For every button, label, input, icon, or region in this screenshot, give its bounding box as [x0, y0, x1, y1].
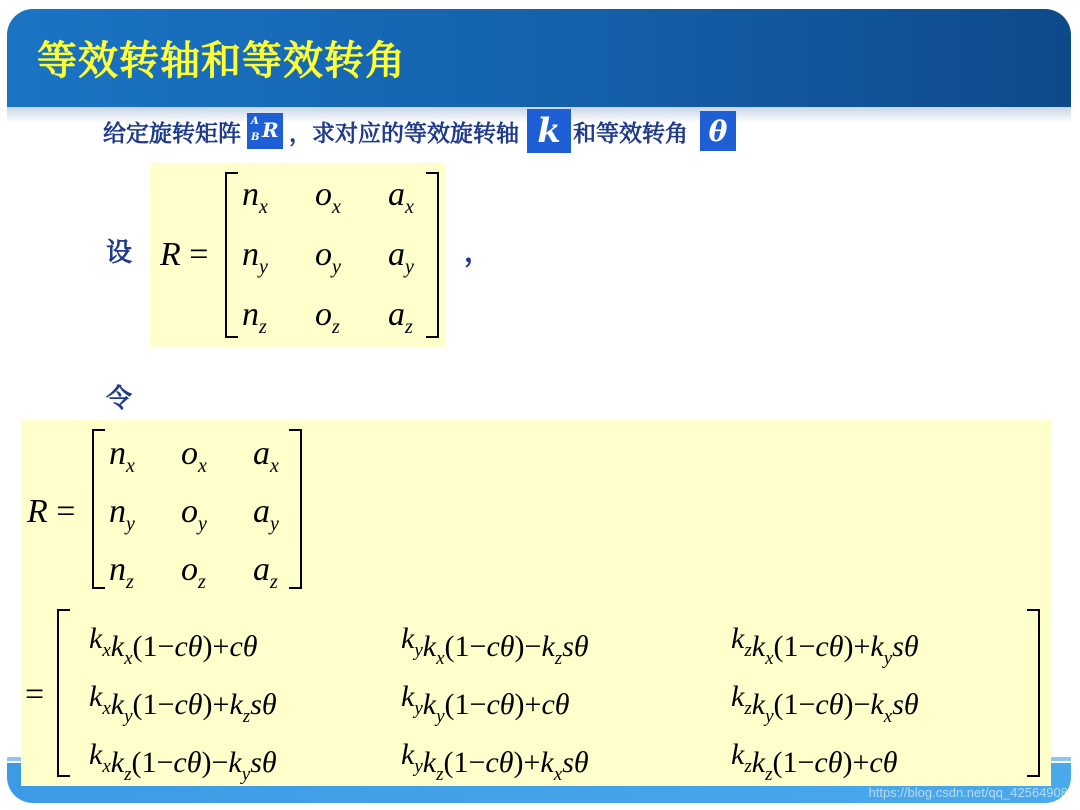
matrix-box-2	[21, 420, 1051, 786]
matrix1-cell: $o_z$	[315, 296, 340, 338]
matrix2-cell: $o_y$	[181, 493, 207, 535]
matrix2-cell: $o_x$	[181, 435, 207, 477]
matrix-box-1	[150, 163, 446, 347]
matrix1-cell: $o_x$	[315, 176, 341, 218]
expansion-cell: $k_zk_x(1-c\theta)+k_ys\theta$	[731, 622, 919, 669]
matrix-main: R	[262, 118, 279, 142]
matrix2-left-bracket	[93, 430, 105, 588]
matrix1-cell: $a_x$	[388, 176, 414, 218]
expansion-cell: $k_zk_z(1-c\theta)+c\theta$	[731, 738, 898, 785]
problem-statement	[103, 108, 736, 154]
matrix-sup: A	[251, 116, 259, 127]
comma: ，	[464, 235, 493, 268]
statement-part-2: ，求对应的等效旋转轴	[289, 120, 519, 147]
label-let: 令	[106, 384, 133, 414]
matrix2-cell: $a_x$	[253, 435, 279, 477]
matrix2-lhs: R =	[27, 493, 76, 530]
matrix1-cell: $n_z$	[242, 296, 267, 338]
matrix1-left-bracket	[226, 173, 238, 337]
matrix1-cell: $a_z$	[388, 296, 413, 338]
expansion-cell: $k_xk_x(1-c\theta)+c\theta$	[89, 622, 258, 669]
expansion-right-bracket	[1027, 610, 1039, 776]
expansion-cell: $k_xk_z(1-c\theta)-k_ys\theta$	[89, 738, 277, 785]
matrix1-cell: $a_y$	[388, 236, 414, 278]
expansion-cell: $k_yk_x(1-c\theta)-k_zs\theta$	[401, 622, 589, 669]
expansion-cell: $k_zk_y(1-c\theta)-k_xs\theta$	[731, 680, 919, 727]
matrix1-cell: $n_y$	[242, 236, 268, 278]
matrix-sub: B	[251, 132, 260, 143]
expansion-cell: $k_yk_z(1-c\theta)+k_xs\theta$	[401, 738, 589, 785]
matrix2-cell: $n_y$	[109, 493, 135, 535]
statement-part-3: 和等效转角	[573, 120, 688, 147]
rotation-matrix-symbol	[247, 113, 283, 149]
matrix2-cell: $a_y$	[253, 493, 279, 535]
axis-symbol: k	[527, 109, 571, 153]
title-bar	[7, 9, 1071, 107]
expansion-eq: =	[25, 676, 45, 713]
matrix-svg-1	[150, 163, 446, 347]
matrix2-cell: $n_x$	[109, 435, 135, 477]
matrix2-right-bracket	[289, 430, 301, 588]
watermark: https://blog.csdn.net/qq_42564908	[868, 785, 1068, 800]
matrix2-cell: $o_z$	[181, 551, 206, 593]
expansion-cell: $k_yk_y(1-c\theta)+c\theta$	[401, 680, 570, 727]
matrix1-cell: $o_y$	[315, 236, 341, 278]
matrix-svg-2	[21, 420, 1051, 786]
slide-title: 等效转轴和等效转角	[37, 38, 406, 84]
matrix1-right-bracket	[426, 173, 438, 337]
matrix2-cell: $a_z$	[253, 551, 278, 593]
angle-symbol: θ	[700, 111, 736, 151]
matrix2-cell: $n_z$	[109, 551, 134, 593]
expansion-left-bracket	[58, 610, 70, 776]
label-set: 设	[106, 238, 133, 268]
statement-part-1: 给定旋转矩阵	[103, 120, 241, 147]
matrix1-lhs: R =	[160, 236, 209, 273]
matrix1-cell: $n_x$	[242, 176, 268, 218]
expansion-cell: $k_xk_y(1-c\theta)+k_zs\theta$	[89, 680, 277, 727]
